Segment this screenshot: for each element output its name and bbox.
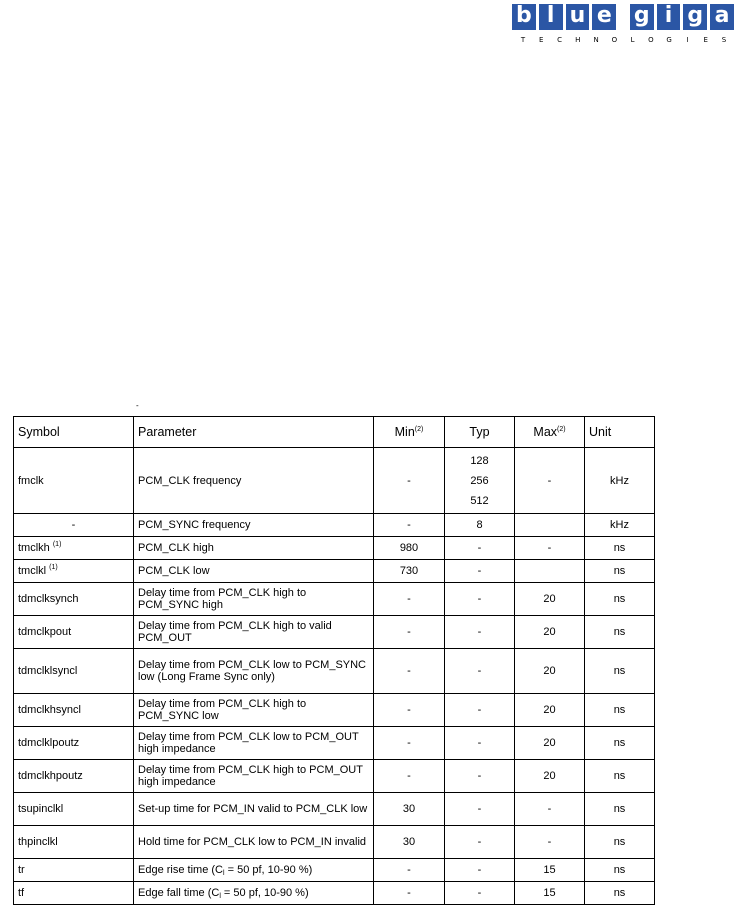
table-row [14, 882, 655, 905]
cell-typ: - [445, 826, 515, 859]
cell-symbol: tf [14, 882, 134, 905]
cell-symbol: tsupinclkl [14, 793, 134, 826]
cell-unit: ns [585, 616, 655, 649]
cell-unit: ns [585, 793, 655, 826]
logo-letter: g [630, 4, 654, 30]
cell-min: 30 [374, 826, 445, 859]
cell-unit: ns [585, 826, 655, 859]
cell-typ: - [445, 882, 515, 905]
header-parameter: Parameter [134, 417, 374, 448]
logo-letter: u [566, 4, 590, 30]
cell-min: - [374, 649, 445, 694]
cell-typ: - [445, 694, 515, 727]
header-typ: Typ [445, 417, 515, 448]
cell-typ: - [445, 793, 515, 826]
cell-max: 15 [515, 882, 585, 905]
cell-parameter: Delay time from PCM_CLK high to PCM_SYNC low [134, 694, 374, 727]
table-row [14, 616, 655, 649]
cell-parameter: PCM_CLK frequency [134, 448, 374, 514]
header-max: Max$^{(2)}$ [515, 417, 585, 448]
table-row [14, 694, 655, 727]
cell-typ: 128 256 512 [445, 448, 515, 514]
cell-min: 730 [374, 560, 445, 583]
pcm-timing-table [13, 416, 655, 905]
cell-unit: ns [585, 882, 655, 905]
cell-symbol: tmclkh $^{(1)}$ [14, 537, 134, 560]
cell-max: - [515, 793, 585, 826]
bluegiga-logo [512, 4, 734, 44]
cell-max: 20 [515, 760, 585, 793]
cell-min: - [374, 859, 445, 882]
cell-parameter: Delay time from PCM_CLK low to PCM_OUT high impedance [134, 727, 374, 760]
table-row [14, 760, 655, 793]
table-header-row [14, 417, 655, 448]
cell-typ: 8 [445, 514, 515, 537]
cell-min: - [374, 882, 445, 905]
cell-symbol: tdmclklsyncl [14, 649, 134, 694]
cell-max: 20 [515, 616, 585, 649]
cell-parameter: Set-up time for PCM_IN valid to PCM_CLK low [134, 793, 374, 826]
logo-letter: l [539, 4, 563, 30]
logo-letter: e [592, 4, 616, 30]
table-row [14, 514, 655, 537]
table-row [14, 793, 655, 826]
cell-typ: - [445, 616, 515, 649]
cell-unit: ns [585, 760, 655, 793]
cell-min: - [374, 694, 445, 727]
header-min: Min$^{(2)}$ [374, 417, 445, 448]
logo-wordmark [512, 4, 734, 30]
cell-typ: - [445, 760, 515, 793]
table-row [14, 560, 655, 583]
cell-parameter: Delay time from PCM_CLK high to PCM_OUT high impedance [134, 760, 374, 793]
cell-max: - [515, 537, 585, 560]
table-row [14, 448, 655, 514]
cell-parameter: Edge fall time ($C_l = 50$ pf, 10-90 %) [134, 882, 374, 905]
cell-parameter: PCM_CLK low [134, 560, 374, 583]
header-unit: Unit [585, 417, 655, 448]
table-row [14, 583, 655, 616]
cell-symbol: tmclkl $^{(1)}$ [14, 560, 134, 583]
cell-parameter: PCM_CLK high [134, 537, 374, 560]
cell-parameter: Delay time from PCM_CLK high to valid PCM_OUT [134, 616, 374, 649]
cell-unit: ns [585, 727, 655, 760]
cell-max: - [515, 826, 585, 859]
cell-symbol: tdmclkpout [14, 616, 134, 649]
cell-typ: - [445, 649, 515, 694]
cell-max: 20 [515, 649, 585, 694]
cell-parameter: Delay time from PCM_CLK high to PCM_SYNC high [134, 583, 374, 616]
cell-parameter: Hold time for PCM_CLK low to PCM_IN invalid [134, 826, 374, 859]
cell-max: 15 [515, 859, 585, 882]
table-row [14, 537, 655, 560]
cell-symbol: tdmclkhsyncl [14, 694, 134, 727]
logo-subtitle: T E C H N O L O G I E S [520, 36, 727, 44]
cell-min: - [374, 616, 445, 649]
cell-symbol: tr [14, 859, 134, 882]
cell-unit: ns [585, 583, 655, 616]
cell-unit: kHz [585, 448, 655, 514]
table-marker: - [136, 401, 139, 410]
cell-max: 20 [515, 727, 585, 760]
cell-unit: ns [585, 859, 655, 882]
cell-min: 30 [374, 793, 445, 826]
cell-min: - [374, 760, 445, 793]
cell-unit: ns [585, 537, 655, 560]
logo-letter: b [512, 4, 536, 30]
cell-symbol: thpinclkl [14, 826, 134, 859]
cell-parameter: Edge rise time ($C_l = 50$ pf, 10-90 %) [134, 859, 374, 882]
cell-typ: - [445, 583, 515, 616]
cell-max: - [515, 448, 585, 514]
logo-letter: i [657, 4, 681, 30]
cell-max: 20 [515, 583, 585, 616]
cell-typ: - [445, 560, 515, 583]
cell-typ: - [445, 859, 515, 882]
table-row [14, 649, 655, 694]
cell-max: 20 [515, 694, 585, 727]
cell-typ: - [445, 727, 515, 760]
cell-symbol: - [14, 514, 134, 537]
cell-unit: kHz [585, 514, 655, 537]
logo-letter: g [683, 4, 707, 30]
logo-letter: a [710, 4, 734, 30]
cell-parameter: PCM_SYNC frequency [134, 514, 374, 537]
cell-parameter: Delay time from PCM_CLK low to PCM_SYNC low (Long Frame Sync only) [134, 649, 374, 694]
header-symbol: Symbol [14, 417, 134, 448]
cell-symbol: tdmclkhpoutz [14, 760, 134, 793]
cell-typ: - [445, 537, 515, 560]
cell-max [515, 560, 585, 583]
table-row [14, 826, 655, 859]
cell-symbol: fmclk [14, 448, 134, 514]
cell-symbol: tdmclksynch [14, 583, 134, 616]
cell-unit: ns [585, 694, 655, 727]
cell-min: - [374, 514, 445, 537]
cell-symbol: tdmclklpoutz [14, 727, 134, 760]
cell-max [515, 514, 585, 537]
cell-min: - [374, 448, 445, 514]
cell-unit: ns [585, 560, 655, 583]
table-row [14, 859, 655, 882]
cell-min: - [374, 727, 445, 760]
table-row [14, 727, 655, 760]
cell-min: - [374, 583, 445, 616]
cell-unit: ns [585, 649, 655, 694]
cell-min: 980 [374, 537, 445, 560]
